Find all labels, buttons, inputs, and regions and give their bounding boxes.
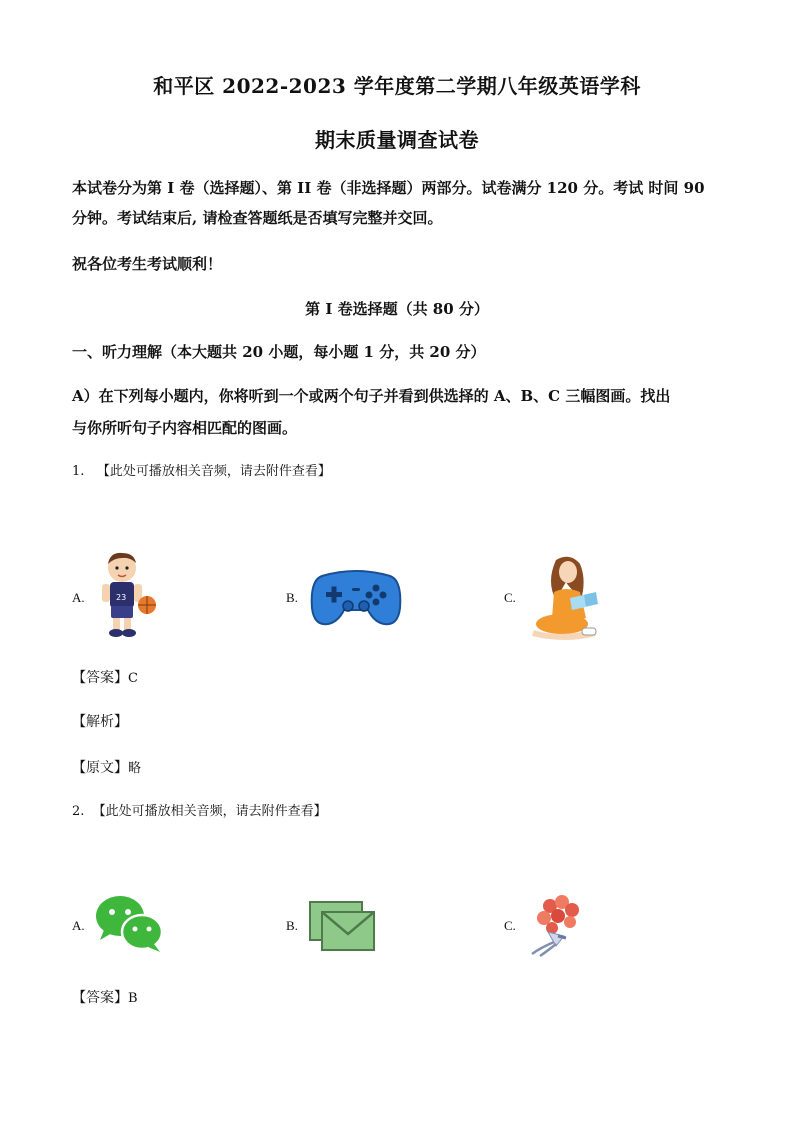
exam-subtitle: 期末质量调查试卷 [315,128,479,152]
svg-text:23: 23 [116,593,127,602]
question-2-answer [72,988,722,1009]
audio-placeholder-link[interactable]: 【此处可播放相关音频，请去附件查看】 [96,464,331,479]
question-2-prompt [72,802,722,822]
intro-line-2: 分钟。考试结束后, 请检查答题纸是否填写完整并交回。 [72,209,443,227]
answer-value: C [128,671,138,686]
envelope-icon [308,900,378,954]
question-1-original [72,758,722,779]
exam-title: 和平区 2022-2023 学年度第二学期八年级英语学科 [153,74,641,98]
question-1-prompt [72,462,722,482]
question-number: 2. [72,804,85,819]
answer-value: B [128,991,138,1006]
sectionA-line-2: 与你所听句子内容相匹配的图画。 [72,419,298,437]
intro-line-1: 本试卷分为第 I 卷（选择题）、第 II 卷（非选择题）两部分。试卷满分 120 分。考试 时间 90 [72,179,705,197]
option-a-label: A. [72,590,85,605]
audio-placeholder-link[interactable]: 【此处可播放相关音频，请去附件查看】 [92,804,327,819]
girl-reading-icon [526,552,616,644]
game-controller-icon [310,568,402,628]
option-b-label: B. [286,918,298,933]
section1-heading: 一、听力理解（本大题共 20 小题，每小题 1 分，共 20 分） [72,343,486,361]
option-a-label: A. [72,918,85,933]
question-1-analysis [72,712,722,733]
answer-tag: 【答案】 [72,990,128,1006]
question-1-answer [72,668,722,689]
answer-tag: 【答案】 [72,670,128,686]
analysis-tag: 【解析】 [72,714,128,730]
original-tag: 【原文】 [72,760,128,776]
option-c-label: C. [504,590,516,605]
wechat-icon [94,894,166,954]
original-value: 略 [128,761,142,776]
option-c-label: C. [504,918,516,933]
option-b-label: B. [286,590,298,605]
flower-bouquet-icon [526,892,590,958]
wish-text: 祝各位考生考试顺利！ [72,255,223,273]
question-number: 1. [72,464,85,479]
sectionA-line-1: A）在下列每小题内，你将听到一个或两个句子并看到供选择的 A、B、C 三幅图画。找出 [72,387,671,405]
boy-basketball-icon [96,548,162,642]
part1-heading: 第 I 卷选择题（共 80 分） [305,300,489,318]
